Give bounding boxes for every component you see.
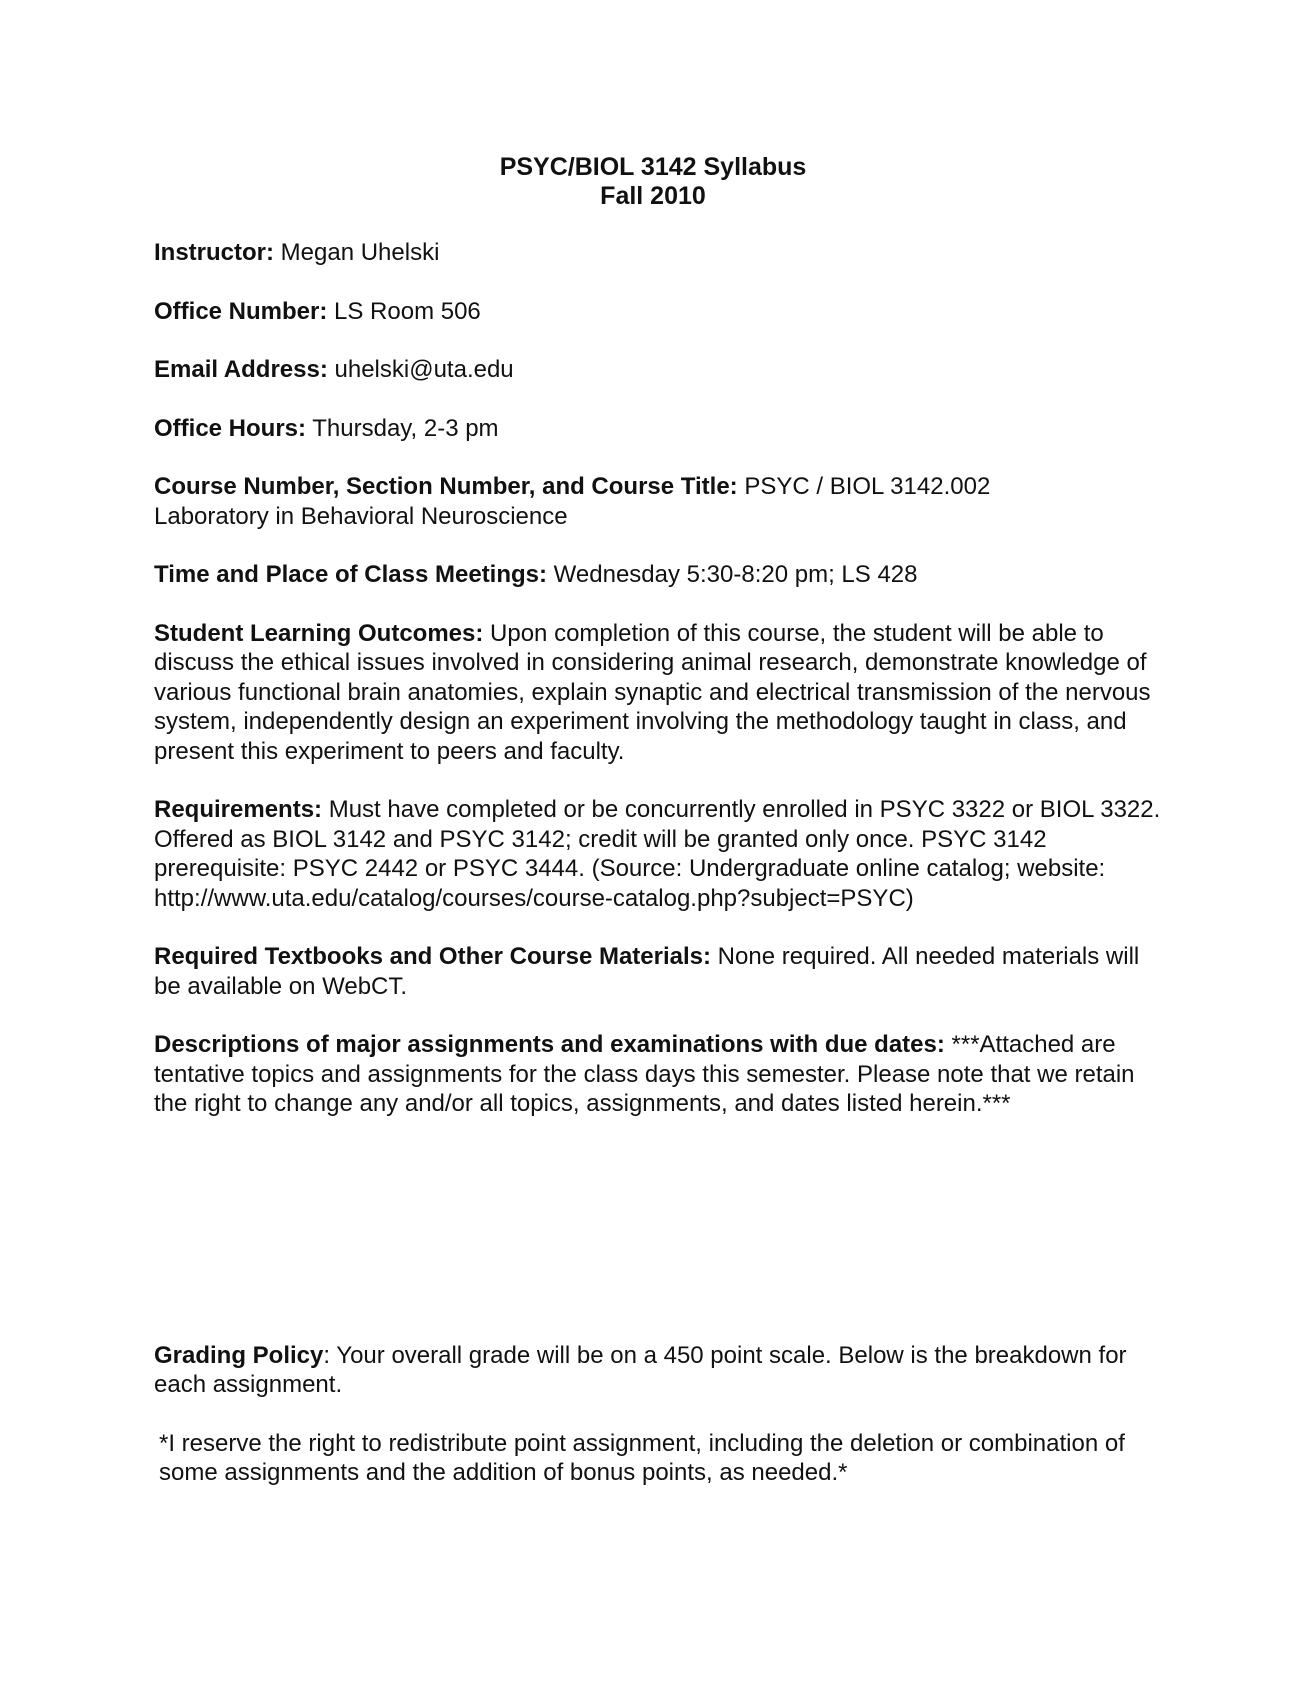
meetings-label: Time and Place of Class Meetings:: [154, 561, 548, 588]
grading-note: *I reserve the right to redistribute point assignment, including the deletion or combination of some assignments and the addition of bonus points, as needed.*: [159, 1429, 1125, 1486]
instructor-label: Instructor:: [154, 239, 274, 266]
outcomes-paragraph: [154, 619, 1164, 767]
assignments-value: ***Attached are tentative topics and assignments for the class days this semester. Please note that we retain the right to change any and/or all topics, assignments, and dates listed herein.***: [154, 1031, 1135, 1117]
course-value: PSYC / BIOL 3142.002: [737, 473, 991, 500]
office-hours-label: Office Hours:: [154, 414, 307, 442]
office-number-label: Office Number:: [154, 297, 328, 325]
blank-space: [154, 1148, 1164, 1341]
course-title: Laboratory in Behavioral Neuroscience: [154, 502, 568, 530]
course-label: Course Number, Section Number, and Course Title:: [154, 473, 738, 500]
textbooks-value: None required. All needed materials will be available on WebCT.: [154, 943, 1140, 1000]
email-label: Email Address:: [154, 356, 328, 383]
office-number-value: LS Room 506: [327, 297, 481, 325]
document-term: Fall 2010: [600, 182, 706, 210]
document-title-block: [0, 153, 1306, 211]
requirements-value: Must have completed or be concurrently enrolled in PSYC 3322 or BIOL 3322. Offered as BIOL 3142 and PSYC 3142; credit will be granted only once. PSYC 3142 prerequisite: PSYC 2442 or PSYC 3444. (Source: Undergraduate online catalog; website: http://www.uta.edu/catalog/courses/course-catalog.php?subject=PSYC): [154, 796, 1161, 912]
document-title: PSYC/BIOL 3142 Syllabus: [499, 153, 807, 181]
instructor-line: [154, 238, 1164, 268]
meetings-line: [154, 560, 1164, 590]
textbooks-label: Required Textbooks and Other Course Materials:: [154, 943, 712, 970]
course-line: [154, 472, 1164, 531]
grading-paragraph: [154, 1341, 1164, 1400]
assignments-label: Descriptions of major assignments and examinations with due dates:: [154, 1031, 945, 1058]
requirements-paragraph: [154, 795, 1164, 913]
email-value: uhelski@uta.edu: [327, 356, 514, 383]
email-line: [154, 355, 1164, 385]
office-number-line: [154, 297, 1164, 327]
syllabus-content: [154, 238, 1164, 1517]
meetings-value: Wednesday 5:30-8:20 pm; LS 428: [547, 561, 918, 588]
grading-label: Grading Policy: [154, 1341, 324, 1369]
office-hours-value: Thursday, 2-3 pm: [306, 414, 499, 442]
outcomes-label: Student Learning Outcomes:: [154, 619, 484, 647]
outcomes-value: Upon completion of this course, the student will be able to discuss the ethical issues involved in considering animal research, demonstrate knowledge of various functional brain anatomies, explain synaptic and electrical transmission of the nervous system, independently design an experiment involving the methodology taught in class, and present this experiment to peers and faculty.: [154, 619, 1151, 765]
textbooks-paragraph: [154, 942, 1164, 1001]
grading-value: : Your overall grade will be on a 450 point scale. Below is the breakdown for each assignment.: [154, 1341, 1127, 1398]
requirements-label: Requirements:: [154, 796, 323, 823]
office-hours-line: [154, 414, 1164, 444]
instructor-value: Megan Uhelski: [274, 239, 440, 266]
assignments-paragraph: [154, 1030, 1164, 1119]
